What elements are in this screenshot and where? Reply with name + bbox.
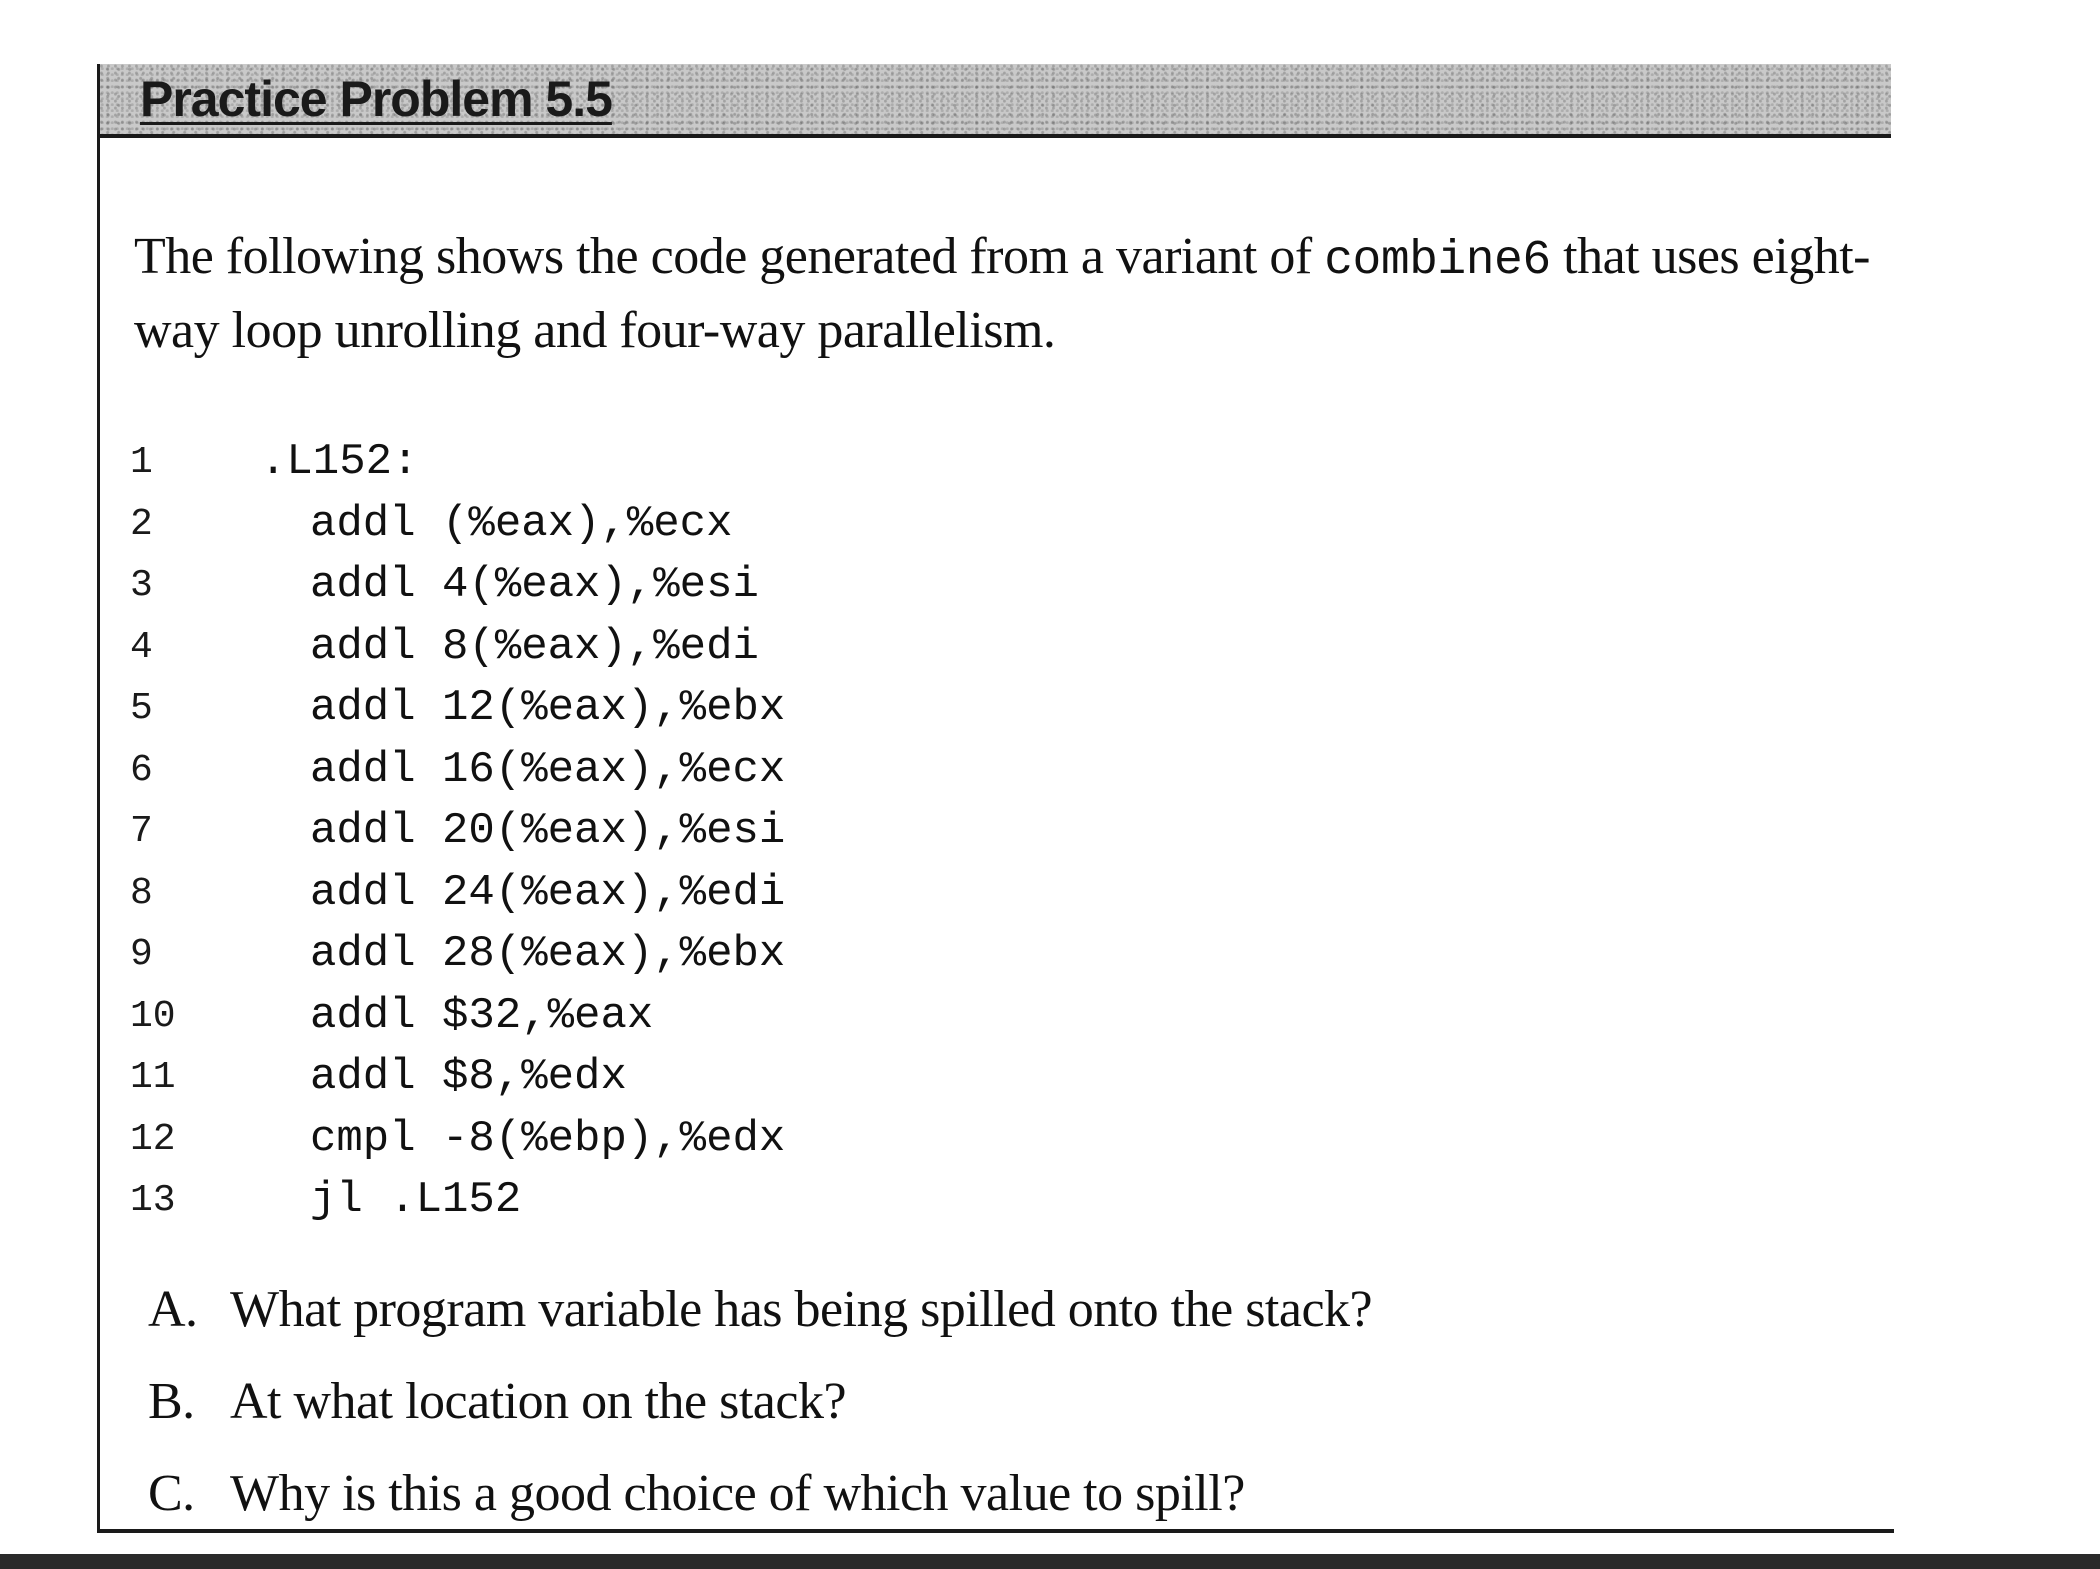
problem-header-band (100, 64, 1891, 138)
code-instruction: addl 4(%eax),%esi (310, 560, 759, 610)
question-text: What program variable has being spilled onto the stack? (230, 1281, 1373, 1338)
intro-text-after: that uses eight-way loop unrolling and four-way parallelism. (134, 228, 1870, 359)
code-line (100, 432, 1800, 494)
code-line (100, 1109, 1800, 1171)
code-line (100, 801, 1800, 863)
question-item (148, 1356, 1848, 1448)
line-number: 7 (130, 810, 153, 853)
assembly-code-listing (100, 432, 1800, 1232)
question-item (148, 1448, 1848, 1540)
line-number: 4 (130, 625, 153, 669)
code-line (100, 986, 1800, 1048)
line-number: 2 (130, 502, 153, 546)
line-number: 6 (130, 748, 153, 792)
page-bottom-rule (0, 1554, 2100, 1569)
intro-text-before: The following shows the code generated from a variant of (134, 228, 1325, 285)
code-instruction: addl (%eax),%ecx (310, 498, 733, 549)
code-line (100, 1047, 1800, 1109)
question-list (148, 1264, 1848, 1540)
code-instruction: addl $8,%edx (310, 1052, 627, 1102)
code-instruction: addl 12(%eax),%ebx (310, 683, 786, 733)
line-number: 12 (130, 1117, 176, 1161)
question-item (148, 1264, 1848, 1356)
code-instruction: jl .L152 (310, 1175, 522, 1225)
question-letter: B. (148, 1373, 195, 1430)
line-number: 1 (130, 441, 153, 484)
code-instruction: addl 28(%eax),%ebx (310, 929, 786, 979)
code-instruction: addl 16(%eax),%ecx (310, 744, 786, 795)
code-instruction: addl 8(%eax),%edi (310, 621, 759, 672)
code-line (100, 863, 1800, 925)
code-line (100, 555, 1800, 617)
line-number: 13 (130, 1179, 176, 1222)
problem-intro (134, 222, 1894, 366)
line-number: 10 (130, 994, 176, 1038)
code-label: .L152: (260, 437, 419, 487)
line-number: 8 (130, 871, 153, 915)
code-line (100, 924, 1800, 986)
code-instruction: cmpl -8(%ebp),%edx (310, 1113, 786, 1164)
question-text: At what location on the stack? (230, 1373, 847, 1430)
intro-code-term: combine6 (1324, 234, 1551, 288)
question-text: Why is this a good choice of which value to spill? (230, 1465, 1245, 1522)
code-line (100, 1170, 1800, 1232)
code-instruction: addl 20(%eax),%esi (310, 806, 786, 856)
practice-problem-box (97, 64, 1894, 1533)
code-instruction: addl $32,%eax (310, 990, 654, 1041)
code-line (100, 494, 1800, 556)
line-number: 5 (130, 687, 153, 730)
line-number: 3 (130, 564, 153, 607)
code-line (100, 617, 1800, 679)
question-letter: A. (148, 1281, 198, 1338)
problem-title: Practice Problem 5.5 (140, 71, 612, 127)
code-line (100, 678, 1800, 740)
question-letter: C. (148, 1465, 195, 1522)
code-line (100, 740, 1800, 802)
code-instruction: addl 24(%eax),%edi (310, 867, 786, 918)
line-number: 9 (130, 933, 153, 976)
line-number: 11 (130, 1056, 176, 1099)
